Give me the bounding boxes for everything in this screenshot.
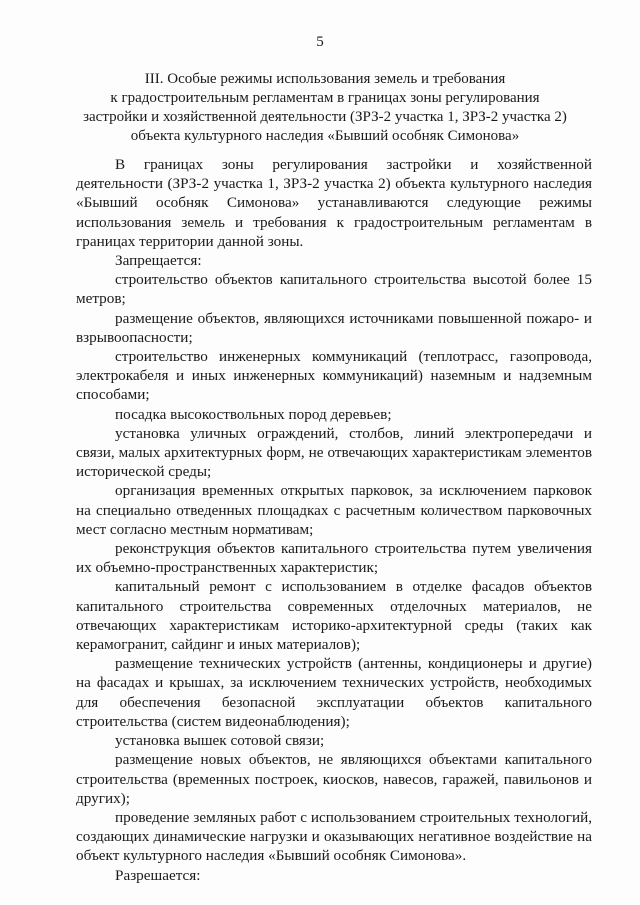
heading-line: III. Особые режимы использования земель и требования xyxy=(144,71,506,87)
page-number: 5 xyxy=(316,34,324,50)
heading-line: объекта культурного наследия «Бывший особняк Симонова» xyxy=(130,128,520,144)
list-item: проведение земляных работ с использованием строительных технологий, создающих динамические нагрузки и оказывающих негативное воздействие на объект культурного наследия «Бывший особняк Симонова». xyxy=(76,808,592,865)
list-item: капитальный ремонт с использованием в отделке фасадов объектов капитального строительства современных отделочных материалов, не отвечающих характеристикам историко-архитектурной среды (таких как керамогранит, сайдинг и иных материалов); xyxy=(76,578,592,654)
list-item: строительство инженерных коммуникаций (теплотрасс, газопровода, электрокабеля и иных инженерных коммуникаций) наземным и надземным способами; xyxy=(76,348,592,404)
list-item: посадка высокоствольных пород деревьев; xyxy=(115,405,392,423)
paragraph-intro: В границах зоны регулирования застройки и хозяйственной деятельности (ЗРЗ-2 участка 1, ЗРЗ-2 участка 2) объекта культурного наследия «Бывший особняк Симонова» устанавливаются следующие режимы использования земель и требования к градостроительным регламентам в границах территории данной зоны. xyxy=(76,156,592,250)
document-body xyxy=(76,155,592,885)
list-item: установка уличных ограждений, столбов, линий электропередачи и связи, малых архитектурных форм, не отвечающих характеристикам элементов исторической среды; xyxy=(76,424,592,481)
paragraph-prohibited-header: Запрещается: xyxy=(115,252,202,270)
list-item: установка вышек сотовой связи; xyxy=(115,732,325,750)
section-heading xyxy=(60,70,590,146)
heading-line: застройки и хозяйственной деятельности (ЗРЗ-2 участка 1, ЗРЗ-2 участка 2) xyxy=(83,109,567,125)
list-item: реконструкция объектов капитального строительства путем увеличения их объемно-пространственных характеристик; xyxy=(76,540,592,577)
list-item: размещение технических устройств (антенны, кондиционеры и другие) на фасадах и крышах, за исключением технических устройств, необходимых для обеспечения безопасной эксплуатации объектов капитального строительства (систем видеонаблюдения); xyxy=(76,655,592,730)
list-item: строительство объектов капитального строительства высотой более 15 метров; xyxy=(76,271,592,308)
heading-line: к градостроительным регламентам в границах зоны регулирования xyxy=(110,90,540,106)
list-item: организация временных открытых парковок, за исключением парковок на специально отведенных площадках с расчетным количеством парковочных мест согласно местным нормативам; xyxy=(76,482,592,538)
list-item: размещение новых объектов, не являющихся объектами капитального строительства (временных построек, киосков, навесов, гаражей, павильонов и других); xyxy=(76,751,592,807)
paragraph-allowed-header: Разрешается: xyxy=(115,866,201,884)
list-item: размещение объектов, являющихся источниками повышенной пожаро- и взрывоопасности; xyxy=(76,309,592,346)
